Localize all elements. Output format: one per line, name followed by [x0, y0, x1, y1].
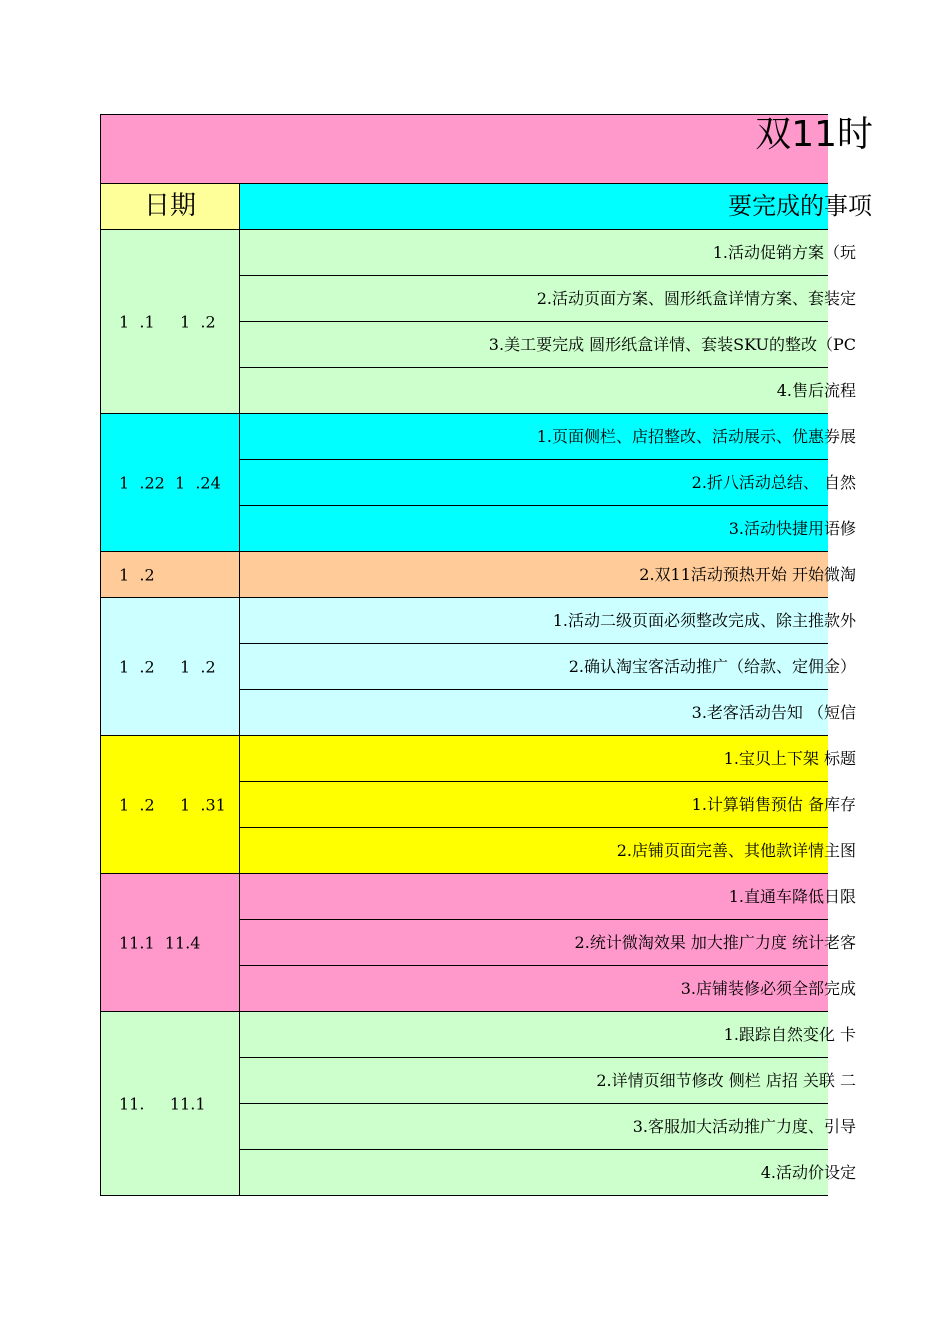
schedule-group: [100, 736, 856, 874]
date-range: 11.1 11.4: [119, 933, 201, 952]
task-cell: [239, 828, 856, 874]
task-text: 1.宝贝上下架 标题: [723, 749, 856, 768]
task-text: 1.活动二级页面必须整改完成、除主推款外: [552, 611, 856, 630]
title-row: [100, 114, 873, 184]
schedule-group: [100, 1012, 856, 1196]
schedule-group: [100, 230, 856, 414]
task-cell: [239, 230, 856, 276]
task-cell: [239, 368, 856, 414]
task-text: 2.详情页细节修改 侧栏 店招 关联 二: [596, 1071, 856, 1090]
date-range: 1 .2 1 .31: [119, 795, 226, 814]
schedule-group: [100, 874, 856, 1012]
tasks-column-header-label: 要完成的事项: [728, 192, 872, 220]
task-text: 2.统计微淘效果 加大推广力度 统计老客: [574, 933, 856, 952]
task-text: 1.直通车降低日限: [728, 887, 856, 906]
date-cell: [100, 552, 239, 598]
task-text: 3.活动快捷用语修: [728, 519, 856, 538]
date-range: 1 .2: [119, 565, 155, 584]
task-cell: [239, 414, 856, 460]
schedule-group: [100, 598, 856, 736]
task-cell: [239, 782, 856, 828]
task-cell: [239, 276, 856, 322]
task-text: 2.折八活动总结、 自然: [691, 473, 856, 492]
task-cell: [239, 690, 856, 736]
sheet-title: 双11时: [755, 114, 873, 155]
task-cell: [239, 644, 856, 690]
task-text: 3.店铺装修必须全部完成: [680, 979, 856, 998]
header-row: [100, 184, 872, 230]
task-text: 3.客服加大活动推广力度、引导: [632, 1117, 856, 1136]
task-text: 1.活动促销方案（玩: [712, 243, 856, 262]
task-cell: [239, 1104, 856, 1150]
task-text: 2.活动页面方案、圆形纸盒详情方案、套装定: [536, 289, 856, 308]
task-cell: [239, 966, 856, 1012]
schedule-group: [100, 552, 856, 598]
task-cell: [239, 874, 856, 920]
task-text: 1.页面侧栏、店招整改、活动展示、优惠券展: [536, 427, 856, 446]
date-cell: [100, 598, 239, 736]
date-range: 1 .2 1 .2: [119, 657, 216, 676]
date-range: 1 .1 1 .2: [119, 312, 216, 331]
task-text: 2.确认淘宝客活动推广（给款、定佣金）: [568, 657, 856, 676]
task-text: 4.活动价设定: [760, 1163, 856, 1182]
date-cell: [100, 230, 239, 414]
task-cell: [239, 460, 856, 506]
task-cell: [239, 322, 856, 368]
task-text: 1.计算销售预估 备库存: [691, 795, 856, 814]
task-cell: [239, 552, 856, 598]
task-text: 4.售后流程: [776, 381, 856, 400]
task-cell: [239, 1150, 856, 1196]
date-range: 11. 11.1: [119, 1094, 206, 1113]
task-text: 3.老客活动告知 （短信: [691, 703, 856, 722]
date-range: 1 .22 1 .24: [119, 473, 221, 492]
date-cell: [100, 414, 239, 552]
task-cell: [239, 920, 856, 966]
task-text: 1.跟踪自然变化 卡: [723, 1025, 856, 1044]
date-column-header: 日期: [100, 184, 239, 230]
task-cell: [239, 1058, 856, 1104]
task-cell: [239, 736, 856, 782]
date-cell: [100, 1012, 239, 1196]
task-text: 2.双11活动预热开始 开始微淘: [639, 565, 856, 584]
schedule-group: [100, 414, 856, 552]
tasks-column-header: [239, 184, 872, 230]
task-cell: [239, 506, 856, 552]
task-cell: [239, 1012, 856, 1058]
task-cell: [239, 598, 856, 644]
date-cell: [100, 736, 239, 874]
task-text: 3.美工要完成 圆形纸盒详情、套装SKU的整改（PC: [488, 335, 856, 354]
task-text: 2.店铺页面完善、其他款详情主图: [616, 841, 856, 860]
date-cell: [100, 874, 239, 1012]
